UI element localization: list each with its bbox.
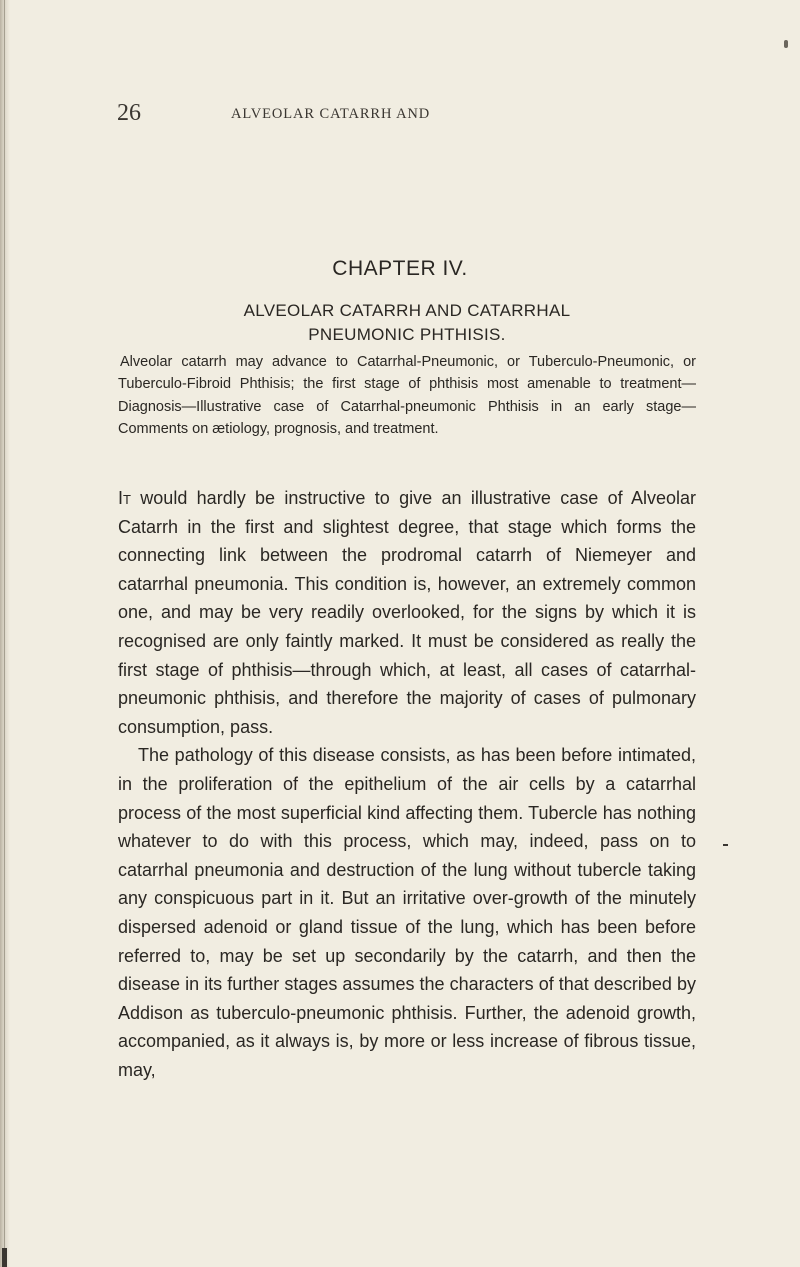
page-binding-line <box>4 0 5 1267</box>
corner-mark <box>2 1248 7 1267</box>
paragraph-1 <box>118 484 696 741</box>
paragraph-2: The pathology of this disease consists, as has been before intimated, in the proliferation of the epithelium of the air cells by a catarrhal process of the most superficial kind affecting them. Tubercle has nothing whatever to do with this process, which may, indeed, pass on to catarrhal pneumonia and destruction of the lung without tubercle taking any conspicuous part in it. But an irritative over-growth of the minutely dispersed adenoid or gland tissue of the lung, which has been before referred to, may be set up secondarily by the catarrh, and then the disease in its further stages assumes the characters of that described by Addison as tuberculo-pneumonic phthisis. Further, the adenoid growth, accompanied, as it always is, by more or less increase of fibrous tissue, may, <box>118 745 696 1080</box>
paragraph-1-text: would hardly be instructive to give an illustrative case of Alveolar Catarrh in the first and slightest degree, that stage which forms the connecting link between the prodromal catarrh of Niemeyer and catarrhal pneumonia. This condition is, however, an extremely common one, and may be very readily overlooked, for the signs by which it is recognised are only faintly marked. It must be considered as really the first stage of phthisis—through which, at least, all cases of catarrhal-pneumonic phthisis, and therefore the majority of cases of pulmonary consumption, pass. <box>118 488 696 737</box>
page-binding-edge <box>0 0 10 1267</box>
page-number: 26 <box>117 100 141 126</box>
chapter-synopsis: Alveolar catarrh may advance to Catarrhal-Pneumonic, or Tuberculo-Pneumonic, or Tuberculo-Fibroid Phthisis; the first stage of phthisis most amenable to treatment—Diagnosis—Illustrative case of Catarrhal-pneumonic Phthisis in an early stage—Comments on ætiology, prognosis, and treatment. <box>118 354 696 438</box>
body-text <box>118 484 696 1084</box>
chapter-title: CHAPTER IV. <box>332 257 468 280</box>
chapter-subtitle: ALVEOLAR CATARRH AND CATARRHAL PNEUMONIC PHTHISIS. <box>243 301 571 344</box>
margin-mark <box>723 844 728 846</box>
running-head: ALVEOLAR CATARRH AND <box>231 106 431 122</box>
scan-speck <box>784 40 788 48</box>
paragraph-initial: It <box>118 488 131 508</box>
